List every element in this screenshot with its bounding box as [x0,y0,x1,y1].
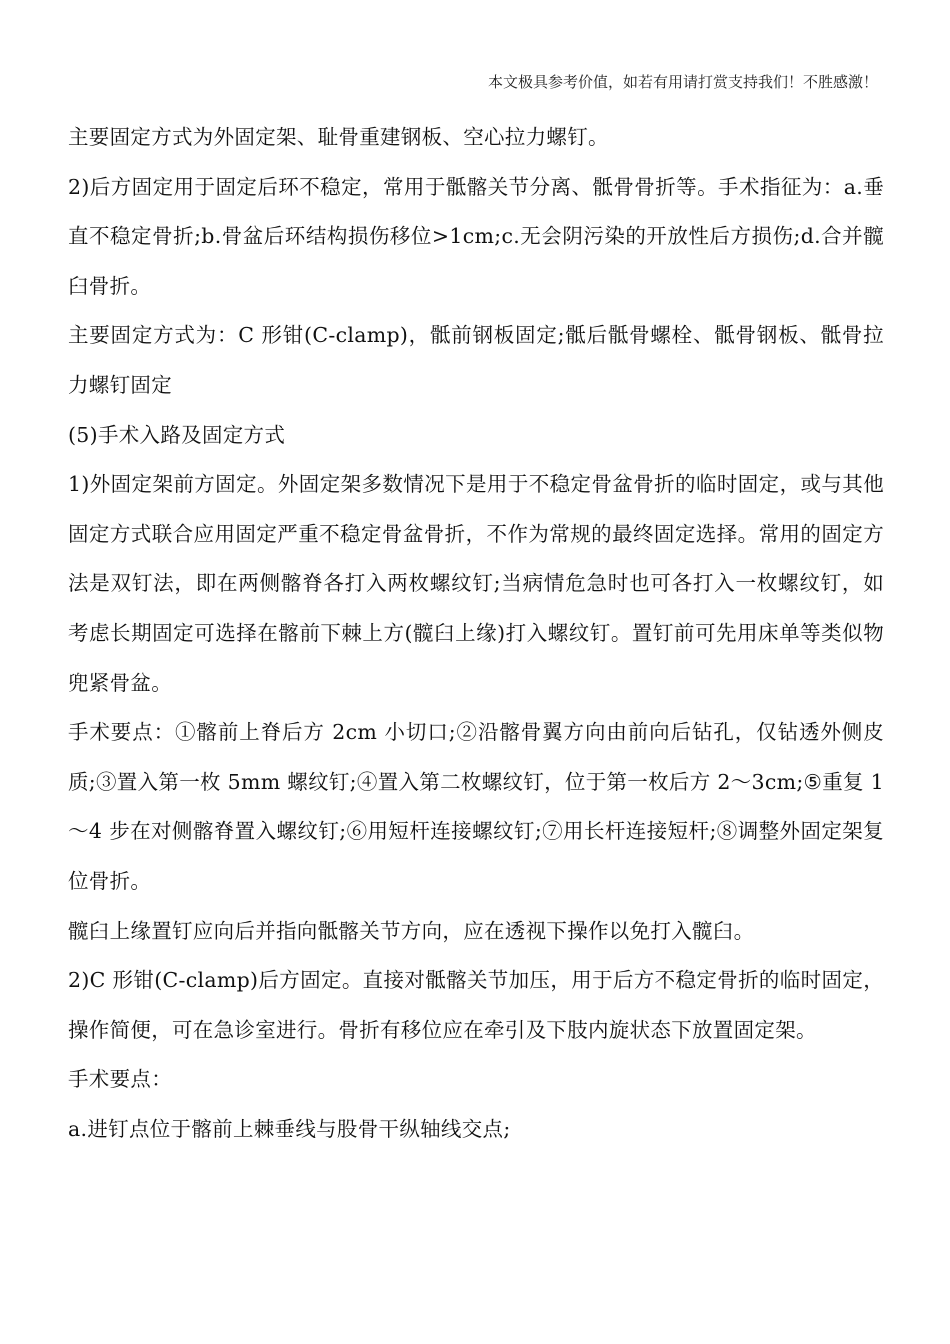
paragraph: 1)外固定架前方固定。外固定架多数情况下是用于不稳定骨盆骨折的临时固定，或与其他固定方式联合应用固定严重不稳定骨盆骨折，不作为常规的最终固定选择。常用的固定方法是双钉法，即在两侧髂脊各打入两枚螺纹钉;当病情危急时也可各打入一枚螺纹钉，如考虑长期固定可选择在髂前下棘上方(髋臼上缘)打入螺纹钉。置钉前可先用床单等类似物兜紧骨盆。 [68,472,884,695]
paragraph: 2)后方固定用于固定后环不稳定，常用于骶髂关节分离、骶骨骨折等。手术指征为：a.垂直不稳定骨折;b.骨盆后环结构损伤移位>1cm;c.无会阴污染的开放性后方损伤;d.合并髋臼骨折。 [68,174,884,298]
section-heading: (5)手术入路及固定方式 [68,422,286,447]
paragraph: a.进钉点位于髂前上棘垂线与股骨干纵轴线交点; [68,1116,511,1141]
paragraph: 手术要点：①髂前上脊后方 2cm 小切口;②沿髂骨翼方向由前向后钻孔，仅钻透外侧皮质;③置入第一枚 5mm 螺纹钉;④置入第二枚螺纹钉，位于第一枚后方 2～3cm;⑤重复 1～4 步在对侧髂脊置入螺纹钉;⑥用短杆连接螺纹钉;⑦用长杆连接短杆;⑧调整外固定架复位骨折。 [68,720,884,893]
paragraph: 主要固定方式为外固定架、耻骨重建钢板、空心拉力螺钉。 [68,125,609,149]
paragraph: 主要固定方式为：C 形钳(C-clamp)，骶前钢板固定;骶后骶骨螺栓、骶骨钢板、骶骨拉力螺钉固定 [68,323,884,397]
document-body [68,113,884,1154]
paragraph: 髋臼上缘置钉应向后并指向骶髂关节方向，应在透视下操作以免打入髋臼。 [68,918,755,943]
header-note: 本文极具参考价值，如若有用请打赏支持我们！不胜感激！ [487,73,878,91]
paragraph: 2)C 形钳(C-clamp)后方固定。直接对骶髂关节加压，用于后方不稳定骨折的临时固定，操作简便，可在急诊室进行。骨折有移位应在牵引及下肢内旋状态下放置固定架。 [68,968,884,1042]
paragraph: 手术要点： [68,1067,172,1092]
